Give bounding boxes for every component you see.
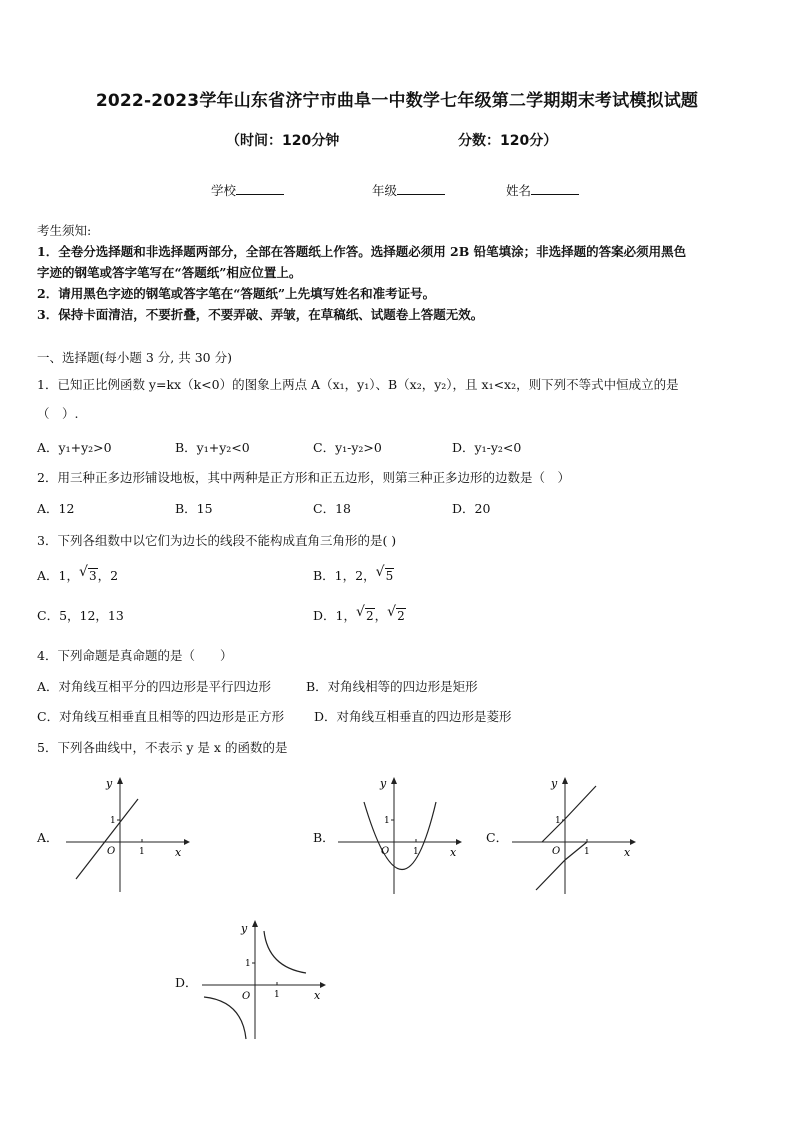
q2-option-d: D．20 xyxy=(452,501,491,516)
q5-option-c-label: C． xyxy=(486,830,509,845)
y-axis-label: y xyxy=(380,777,387,790)
q5-graph-c xyxy=(508,772,638,897)
sqrt-3: √ 3 xyxy=(78,564,97,583)
q1-stem-cont: （ ）. xyxy=(37,406,79,421)
q2-option-c: C．18 xyxy=(313,501,351,516)
notice-item-1-cont: 字迹的钢笔或答字笔写在“答题纸”相应位置上。 xyxy=(37,265,302,280)
x-axis-arrow xyxy=(184,839,190,845)
q3-option-d: D．1， √ 2， √ 2 xyxy=(313,604,405,623)
q5-graph-b xyxy=(334,772,464,897)
q4-stem: 4．下列命题是真命题的是（ ） xyxy=(37,648,233,663)
q1-option-d: D．y₁-y₂<0 xyxy=(452,440,522,455)
q5-option-b-label: B． xyxy=(313,830,335,845)
q5-stem: 5．下列各曲线中，不表示 y 是 x 的函数的是 xyxy=(37,740,288,755)
q5-graph-d xyxy=(198,915,328,1045)
section-heading: 一、选择题(每小题 3 分, 共 30 分) xyxy=(37,350,232,365)
y-axis-label: y xyxy=(551,777,558,790)
origin-label: O xyxy=(552,846,561,857)
y-axis-arrow xyxy=(252,920,258,927)
y-one-label: 1 xyxy=(245,959,251,969)
x-axis-arrow xyxy=(456,839,462,845)
x-one-label: 1 xyxy=(139,847,145,857)
q3-stem: 3．下列各组数中以它们为边长的线段不能构成直角三角形的是( ) xyxy=(37,533,397,548)
notice-heading: 考生须知: xyxy=(37,223,92,238)
q4-option-b: B．对角线相等的四边形是矩形 xyxy=(306,679,478,694)
origin-label: O xyxy=(107,846,116,857)
q1-option-a: A．y₁+y₂>0 xyxy=(37,440,112,455)
q5-option-a-label: A． xyxy=(37,830,59,845)
q5-option-d-label: D． xyxy=(175,975,198,990)
exam-notice xyxy=(37,220,767,325)
x-axis-arrow xyxy=(630,839,636,845)
sqrt-2: √ 2 xyxy=(355,604,374,623)
q3-option-a: A．1， √ 3，2 xyxy=(37,564,119,583)
y-one-label: 1 xyxy=(555,816,561,826)
x-axis-label: x xyxy=(314,989,321,1002)
y-axis-arrow xyxy=(562,777,568,784)
q2-option-b: B．15 xyxy=(175,501,213,516)
y-axis-arrow xyxy=(391,777,397,784)
q2-stem: 2．用三种正多边形铺设地板，其中两种是正方形和正五边形，则第三种正多边形的边数是（ ） xyxy=(37,470,570,485)
exam-time: （时间：120分钟 xyxy=(226,133,340,149)
x-one-label: 1 xyxy=(584,847,590,857)
y-axis-label: y xyxy=(241,922,248,935)
notice-item-3: 3．保持卡面清洁，不要折叠，不要弄破、弄皱，在草稿纸、试题卷上答题无效。 xyxy=(37,307,484,322)
school-field: 学校 xyxy=(211,181,284,199)
origin-label: O xyxy=(381,846,390,857)
y-one-label: 1 xyxy=(384,816,390,826)
q4-option-a: A．对角线互相平分的四边形是平行四边形 xyxy=(37,679,272,694)
y-axis-arrow xyxy=(117,777,123,784)
graph-b-parabola xyxy=(364,802,436,870)
x-axis-label: x xyxy=(175,846,182,859)
y-one-label: 1 xyxy=(110,816,116,826)
sqrt-5: √ 5 xyxy=(375,564,394,583)
x-axis-arrow xyxy=(320,982,326,988)
x-axis-label: x xyxy=(450,846,457,859)
graph-a-line xyxy=(76,799,138,879)
graph-d-branch-lower xyxy=(204,997,246,1039)
page-title: 2022-2023学年山东省济宁市曲阜一中数学七年级第二学期期末考试模拟试题 xyxy=(95,91,699,111)
notice-item-2: 2．请用黑色字迹的钢笔或答字笔在“答题纸”上先填写姓名和准考证号。 xyxy=(37,286,436,301)
x-axis-label: x xyxy=(624,846,631,859)
q1-option-b: B．y₁+y₂<0 xyxy=(175,440,250,455)
graph-c-lower-line xyxy=(536,842,587,890)
q3-option-c: C．5，12，13 xyxy=(37,608,124,623)
origin-label: O xyxy=(242,991,251,1002)
q5-graph-a xyxy=(62,772,192,897)
q1-option-c: C．y₁-y₂>0 xyxy=(313,440,382,455)
name-field: 姓名 xyxy=(506,181,579,199)
x-one-label: 1 xyxy=(413,847,419,857)
q3-option-b: B．1，2， √ 5 xyxy=(313,564,394,583)
q2-option-a: A．12 xyxy=(37,501,75,516)
graph-c-upper-line xyxy=(542,786,596,842)
y-axis-label: y xyxy=(106,777,113,790)
q4-option-c: C．对角线互相垂直且相等的四边形是正方形 xyxy=(37,709,285,724)
grade-field: 年级 xyxy=(372,181,445,199)
x-one-label: 1 xyxy=(274,990,280,1000)
q4-option-d: D．对角线互相垂直的四边形是菱形 xyxy=(314,709,512,724)
graph-d-branch-upper xyxy=(264,931,306,973)
notice-item-1: 1．全卷分选择题和非选择题两部分，全部在答题纸上作答。选择题必须用 2B 铅笔填涂；非选择题的答案必须用黑色 xyxy=(37,244,687,259)
exam-score: 分数：120分） xyxy=(458,133,558,149)
q1-stem: 1．已知正比例函数 y=kx（k<0）的图象上两点 A（x₁，y₁）、B（x₂，y₂），且 x₁<x₂，则下列不等式中恒成立的是 xyxy=(37,377,679,392)
sqrt-2-second: √ 2 xyxy=(387,604,405,623)
